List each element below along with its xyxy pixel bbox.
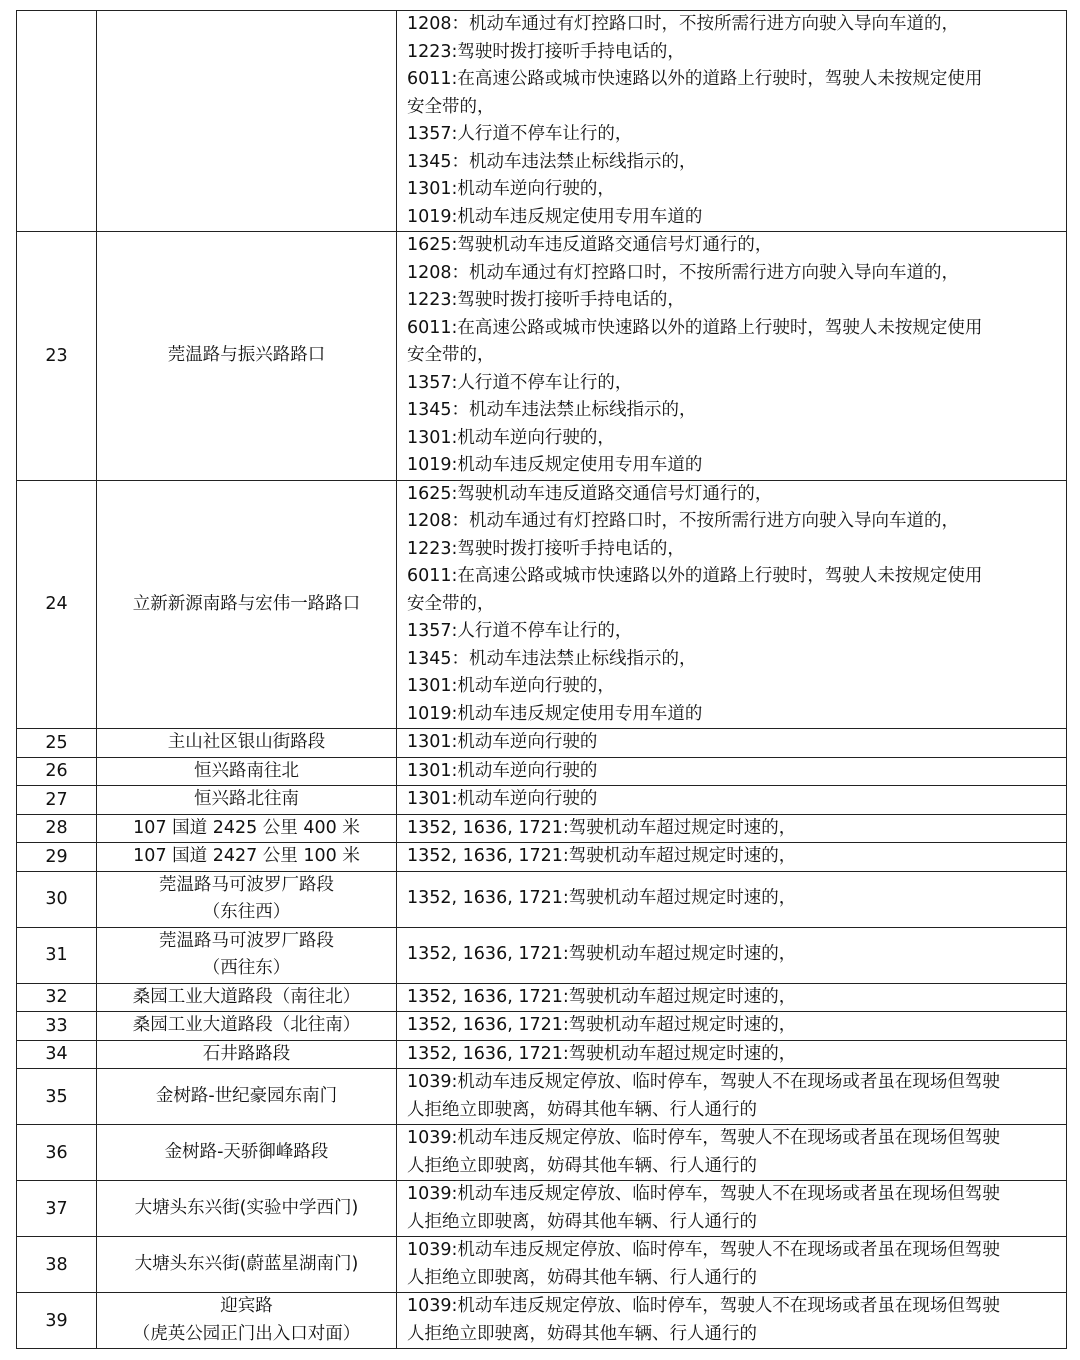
violation-line: 1352, 1636, 1721:驾驶机动车超过规定时速的，: [407, 846, 797, 866]
violation-line: 1345：机动车违法禁止标线指示的，: [407, 151, 697, 172]
violation-line: 人拒绝立即驶离，妨碍其他车辆、行人通行的: [407, 1267, 757, 1288]
violations-cell: [397, 729, 1067, 758]
row-number: 37: [17, 1181, 97, 1237]
violation-line: 1301:机动车逆向行驶的: [407, 760, 598, 781]
violations-cell: [397, 480, 1067, 729]
location-cell: [97, 871, 397, 927]
location-cell: [97, 729, 397, 758]
violation-line: 1625:驾驶机动车违反道路交通信号灯通行的，: [407, 235, 773, 255]
violation-line: 1301:机动车逆向行驶的，: [407, 676, 615, 696]
violation-line: 1345：机动车违法禁止标线指示的，: [407, 400, 697, 420]
table-row: [17, 232, 1067, 481]
location-line: 恒兴路南往北: [194, 760, 299, 781]
violation-line: 1352, 1636, 1721:驾驶机动车超过规定时速的，: [407, 944, 797, 965]
violation-line: 1039:机动车违反规定停放、临时停车，驾驶人不在现场或者虽在现场但驾驶: [407, 1072, 1000, 1092]
violations-cell: [397, 983, 1067, 1012]
violation-line: 1345：机动车违法禁止标线指示的，: [407, 648, 697, 669]
location-cell: [97, 11, 397, 232]
location-cell: [97, 480, 397, 729]
violations-cell: [397, 757, 1067, 786]
violation-line: 人拒绝立即驶离，妨碍其他车辆、行人通行的: [407, 1099, 757, 1120]
location-line: 金树路-天骄御峰路段: [164, 1141, 329, 1162]
violations-cell: [397, 1125, 1067, 1181]
row-number: 34: [17, 1040, 97, 1069]
violation-line: 1223:驾驶时拨打接听手持电话的，: [407, 41, 685, 62]
violation-line: 1039:机动车违反规定停放、临时停车，驾驶人不在现场或者虽在现场但驾驶: [407, 1296, 1000, 1316]
location-line: 107 国道 2427 公里 100 米: [133, 846, 360, 866]
violation-line: 1357:人行道不停车让行的，: [407, 621, 633, 641]
violation-line: 1352, 1636, 1721:驾驶机动车超过规定时速的，: [407, 888, 797, 909]
violation-line: 1301:机动车逆向行驶的，: [407, 179, 615, 199]
location-cell: [97, 814, 397, 843]
location-cell: [97, 927, 397, 983]
violations-cell: [397, 1069, 1067, 1125]
row-number: 26: [17, 757, 97, 786]
violations-cell: [397, 11, 1067, 232]
table-row: [17, 983, 1067, 1012]
violations-cell: [397, 232, 1067, 481]
table-row: [17, 814, 1067, 843]
row-number: 33: [17, 1012, 97, 1041]
row-number: [17, 11, 97, 232]
violation-line: 安全带的，: [407, 593, 495, 614]
table-row: [17, 1181, 1067, 1237]
row-number: 38: [17, 1237, 97, 1293]
location-line: 莞温路马可波罗厂路段: [159, 930, 334, 951]
location-line: 恒兴路北往南: [194, 789, 299, 809]
row-number: 36: [17, 1125, 97, 1181]
location-cell: [97, 1237, 397, 1293]
row-number: 25: [17, 729, 97, 758]
violation-line: 安全带的，: [407, 345, 495, 365]
location-line: 金树路-世纪豪园东南门: [155, 1085, 338, 1106]
violations-table: [16, 10, 1067, 1349]
violation-line: 1208：机动车通过有灯控路口时，不按所需行进方向驶入导向车道的，: [407, 262, 960, 283]
violation-line: 1352, 1636, 1721:驾驶机动车超过规定时速的，: [407, 1015, 797, 1035]
violation-line: 1019:机动车违反规定使用专用车道的: [407, 703, 703, 724]
table-row: [17, 11, 1067, 232]
row-number: 23: [17, 232, 97, 481]
violations-cell: [397, 843, 1067, 872]
row-number: 35: [17, 1069, 97, 1125]
violation-line: 1223:驾驶时拨打接听手持电话的，: [407, 290, 685, 310]
location-line: 大塘头东兴街(实验中学西门): [134, 1197, 359, 1218]
location-cell: [97, 1125, 397, 1181]
row-number: 39: [17, 1293, 97, 1349]
violations-cell: [397, 786, 1067, 815]
location-line: 立新新源南路与宏伟一路路口: [132, 593, 361, 614]
violation-line: 1625:驾驶机动车违反道路交通信号灯通行的，: [407, 483, 773, 504]
violation-line: 1019:机动车违反规定使用专用车道的: [407, 206, 703, 227]
violation-line: 1352, 1636, 1721:驾驶机动车超过规定时速的，: [407, 1043, 797, 1064]
location-line: 迎宾路: [220, 1296, 273, 1316]
violation-line: 人拒绝立即驶离，妨碍其他车辆、行人通行的: [407, 1211, 757, 1232]
location-line: 桑园工业大道路段（南往北）: [132, 986, 361, 1007]
location-line: 107 国道 2425 公里 400 米: [133, 817, 360, 838]
violation-line: 6011:在高速公路或城市快速路以外的道路上行驶时，驾驶人未按规定使用: [407, 69, 983, 89]
row-number: 32: [17, 983, 97, 1012]
violations-cell: [397, 1293, 1067, 1349]
violation-line: 6011:在高速公路或城市快速路以外的道路上行驶时，驾驶人未按规定使用: [407, 566, 983, 586]
violation-line: 1301:机动车逆向行驶的: [407, 732, 598, 752]
violation-line: 1223:驾驶时拨打接听手持电话的，: [407, 538, 685, 559]
location-line: 莞温路与振兴路路口: [167, 345, 326, 365]
location-line: （东往西）: [202, 902, 291, 922]
location-cell: [97, 1012, 397, 1041]
location-cell: [97, 1293, 397, 1349]
violations-cell: [397, 814, 1067, 843]
row-number: 31: [17, 927, 97, 983]
violation-line: 安全带的，: [407, 96, 495, 117]
row-number: 30: [17, 871, 97, 927]
location-cell: [97, 1040, 397, 1069]
violation-line: 1039:机动车违反规定停放、临时停车，驾驶人不在现场或者虽在现场但驾驶: [407, 1184, 1000, 1204]
violation-line: 1357:人行道不停车让行的，: [407, 372, 633, 393]
location-cell: [97, 757, 397, 786]
table-row: [17, 729, 1067, 758]
violations-cell: [397, 1181, 1067, 1237]
row-number: 27: [17, 786, 97, 815]
violation-line: 1208：机动车通过有灯控路口时，不按所需行进方向驶入导向车道的，: [407, 511, 960, 531]
violation-line: 1039:机动车违反规定停放、临时停车，驾驶人不在现场或者虽在现场但驾驶: [407, 1240, 1000, 1260]
violation-line: 1208：机动车通过有灯控路口时，不按所需行进方向驶入导向车道的，: [407, 14, 960, 34]
violation-line: 人拒绝立即驶离，妨碍其他车辆、行人通行的: [407, 1155, 757, 1176]
location-line: （虎英公园正门出入口对面）: [132, 1323, 361, 1344]
row-number: 29: [17, 843, 97, 872]
location-line: 大塘头东兴街(蔚蓝星湖南门): [134, 1253, 359, 1274]
table-row: [17, 786, 1067, 815]
location-cell: [97, 786, 397, 815]
violations-cell: [397, 1237, 1067, 1293]
location-cell: [97, 1069, 397, 1125]
violation-line: 1357:人行道不停车让行的，: [407, 124, 633, 144]
violation-line: 人拒绝立即驶离，妨碍其他车辆、行人通行的: [407, 1323, 757, 1344]
violation-line: 1301:机动车逆向行驶的: [407, 789, 598, 809]
violations-cell: [397, 1040, 1067, 1069]
table-row: [17, 757, 1067, 786]
location-cell: [97, 983, 397, 1012]
table-body: [17, 11, 1067, 1349]
location-cell: [97, 1181, 397, 1237]
violation-line: 1352, 1636, 1721:驾驶机动车超过规定时速的，: [407, 986, 797, 1007]
location-line: 主山社区银山街路段: [167, 732, 326, 752]
location-line: 石井路路段: [202, 1043, 291, 1064]
violation-line: 6011:在高速公路或城市快速路以外的道路上行驶时，驾驶人未按规定使用: [407, 317, 983, 338]
row-number: 28: [17, 814, 97, 843]
violation-line: 1039:机动车违反规定停放、临时停车，驾驶人不在现场或者虽在现场但驾驶: [407, 1128, 1000, 1148]
violations-cell: [397, 871, 1067, 927]
table-row: [17, 1012, 1067, 1041]
violations-cell: [397, 1012, 1067, 1041]
violation-line: 1019:机动车违反规定使用专用车道的: [407, 455, 703, 475]
table-row: [17, 1293, 1067, 1349]
row-number: 24: [17, 480, 97, 729]
location-line: （西往东）: [202, 958, 291, 978]
location-line: 莞温路马可波罗厂路段: [159, 874, 334, 895]
location-cell: [97, 232, 397, 481]
table-row: [17, 1069, 1067, 1125]
table-row: [17, 871, 1067, 927]
violations-cell: [397, 927, 1067, 983]
location-cell: [97, 843, 397, 872]
table-row: [17, 843, 1067, 872]
location-line: 桑园工业大道路段（北往南）: [132, 1015, 361, 1035]
violation-line: 1301:机动车逆向行驶的，: [407, 427, 615, 448]
table-row: [17, 927, 1067, 983]
table-row: [17, 1125, 1067, 1181]
table-row: [17, 1040, 1067, 1069]
table-row: [17, 1237, 1067, 1293]
table-row: [17, 480, 1067, 729]
violation-line: 1352, 1636, 1721:驾驶机动车超过规定时速的，: [407, 817, 797, 838]
